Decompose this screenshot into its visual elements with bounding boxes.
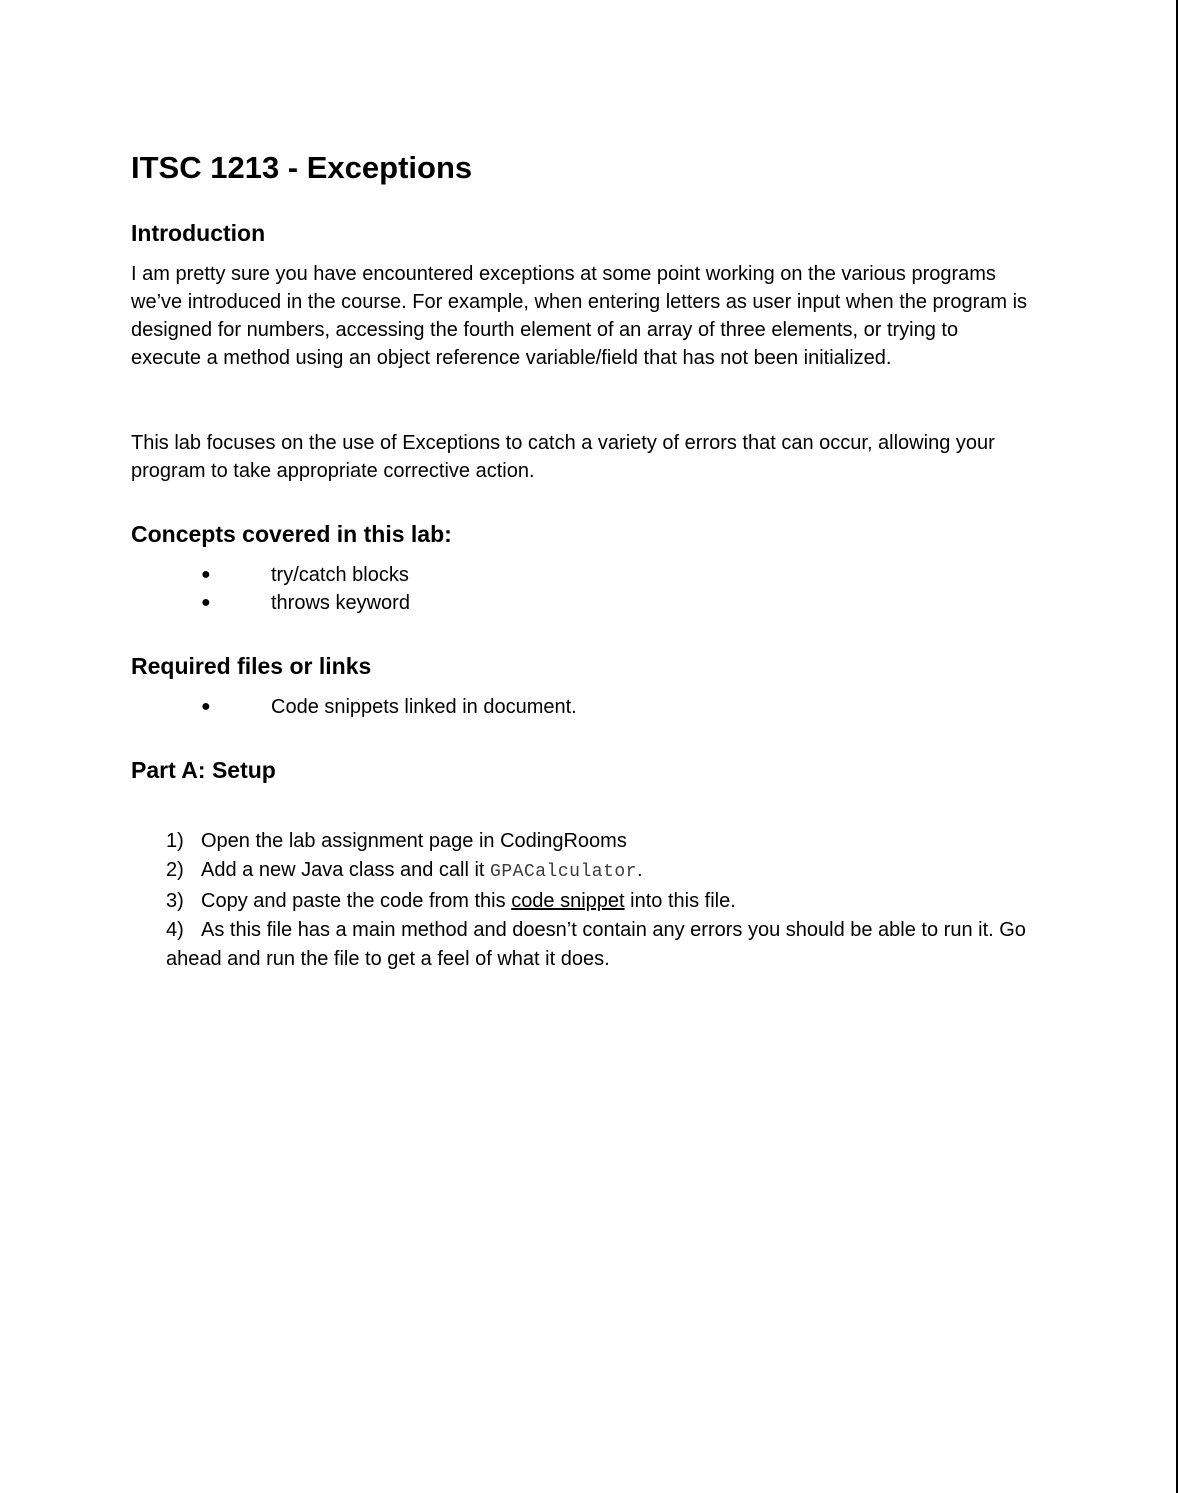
code-snippet-link[interactable]: code snippet <box>511 890 625 912</box>
step-item <box>166 856 1036 887</box>
required-heading: Required files or links <box>131 653 372 679</box>
step-text-end: . <box>636 859 643 881</box>
bullet-icon: ● <box>201 698 211 715</box>
step-text: Open the lab assignment page in CodingRooms <box>201 830 627 852</box>
step-text: Add a new Java class and call it <box>201 859 491 881</box>
step-text: Copy and paste the code from this <box>201 890 512 912</box>
concept-item-text: throws keyword <box>271 592 410 614</box>
step-item <box>166 887 1036 916</box>
step-number: 1) <box>166 830 184 852</box>
introduction-paragraph-1: I am pretty sure you have encountered exceptions at some point working on the various programs we’ve introduced in the course. For example, when entering letters as user input when the program is designed for numbers, accessing the fourth element of an array of three elements, or trying to execute a method using an object reference variable/field that has not been initialized. <box>131 263 1028 369</box>
required-item-text: Code snippets linked in document. <box>271 696 577 718</box>
concept-item-text: try/catch blocks <box>271 564 409 586</box>
step-number: 2) <box>166 859 184 881</box>
setup-steps <box>166 827 1036 974</box>
step-text-end: into this file. <box>624 890 736 912</box>
part-a-heading: Part A: Setup <box>131 757 276 783</box>
class-name-code: GPACalculator <box>490 862 637 882</box>
bullet-icon: ● <box>201 566 211 583</box>
introduction-heading: Introduction <box>131 220 266 246</box>
document-title: ITSC 1213 - Exceptions <box>131 150 473 185</box>
step-number: 4) <box>166 919 184 941</box>
step-item <box>166 916 1036 974</box>
introduction-paragraph-2: This lab focuses on the use of Exceptions to catch a variety of errors that can occur, allowing your program to take appropriate corrective action. <box>131 432 995 482</box>
step-item <box>166 827 1036 856</box>
step-text: As this file has a main method and doesn’t contain any errors you should be able to run it. Go ahead and run the file to get a feel of what it does. <box>166 919 1026 970</box>
bullet-icon: ● <box>201 594 211 611</box>
concepts-heading: Concepts covered in this lab: <box>131 521 452 547</box>
step-number: 3) <box>166 890 184 912</box>
